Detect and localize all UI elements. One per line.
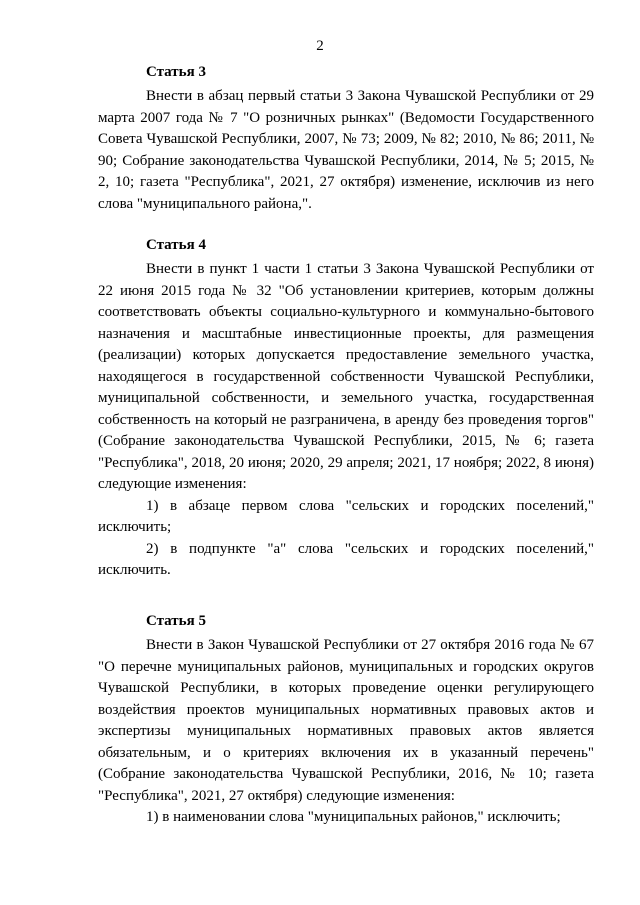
article-3 bbox=[98, 63, 594, 215]
article-4 bbox=[98, 236, 594, 582]
article-paragraph: 1) в абзаце первом слова "сельских и городских поселений," исключить; bbox=[98, 497, 594, 535]
article-5 bbox=[98, 612, 594, 829]
page-number: 2 bbox=[316, 38, 324, 54]
article-paragraph: 1) в наименовании слова "муниципальных районов," исключить; bbox=[146, 809, 561, 825]
article-paragraph: 2) в подпункте "а" слова "сельских и городских поселений," исключить. bbox=[98, 540, 594, 578]
article-paragraph: Внести в Закон Чувашской Республики от 27 октября 2016 года № 67 "О перечне муниципальных районов, муниципальных и городских округов Чувашской Республики, в которых проведение оценки регулирующего воздействия проектов муниципальных нормативных правовых актов и экспертизы муниципальных нормативных правовых актов является обязательным, и о критериях включения их в указанный перечень" (Собрание законодательства Чувашской Республики, 2016, № 10; газета "Республика", 2021, 27 октября) следующие изменения: bbox=[98, 637, 594, 804]
article-heading: Статья 3 bbox=[146, 64, 206, 80]
article-heading: Статья 4 bbox=[146, 237, 206, 253]
article-paragraph: Внести в абзац первый статьи 3 Закона Чувашской Республики от 29 марта 2007 года № 7 "О розничных рынках" (Ведомости Государственного Совета Чувашской Республики, 2007, № 73; 2009, № 82; 2010, № 86; 2011, № 90; Собрание законодательства Чувашской Республики, 2014, № 5; 2015, № 2, 10; газета "Республика", 2021, 27 октября) изменение, исключив из него слова "муниципального района,". bbox=[98, 88, 594, 212]
article-paragraph: Внести в пункт 1 части 1 статьи 3 Закона Чувашской Республики от 22 июня 2015 года № 32 "Об установлении критериев, которым должны соответствовать объекты социально-культурного и коммунально-бытового назначения и масштабные инвестиционные проекты, для размещения (реализации) которых допускается предоставление земельного участка, находящегося в государственной собственности Чувашской Республики, муниципальной собственности, и земельного участка, государственная собственность на который не разграничена, в аренду без проведения торгов" (Собрание законодательства Чувашской Республики, 2015, № 6; газета "Республика", 2018, 20 июня; 2020, 29 апреля; 2021, 17 ноября; 2022, 8 июня) следующие изменения: bbox=[98, 261, 594, 492]
article-heading: Статья 5 bbox=[146, 613, 206, 629]
